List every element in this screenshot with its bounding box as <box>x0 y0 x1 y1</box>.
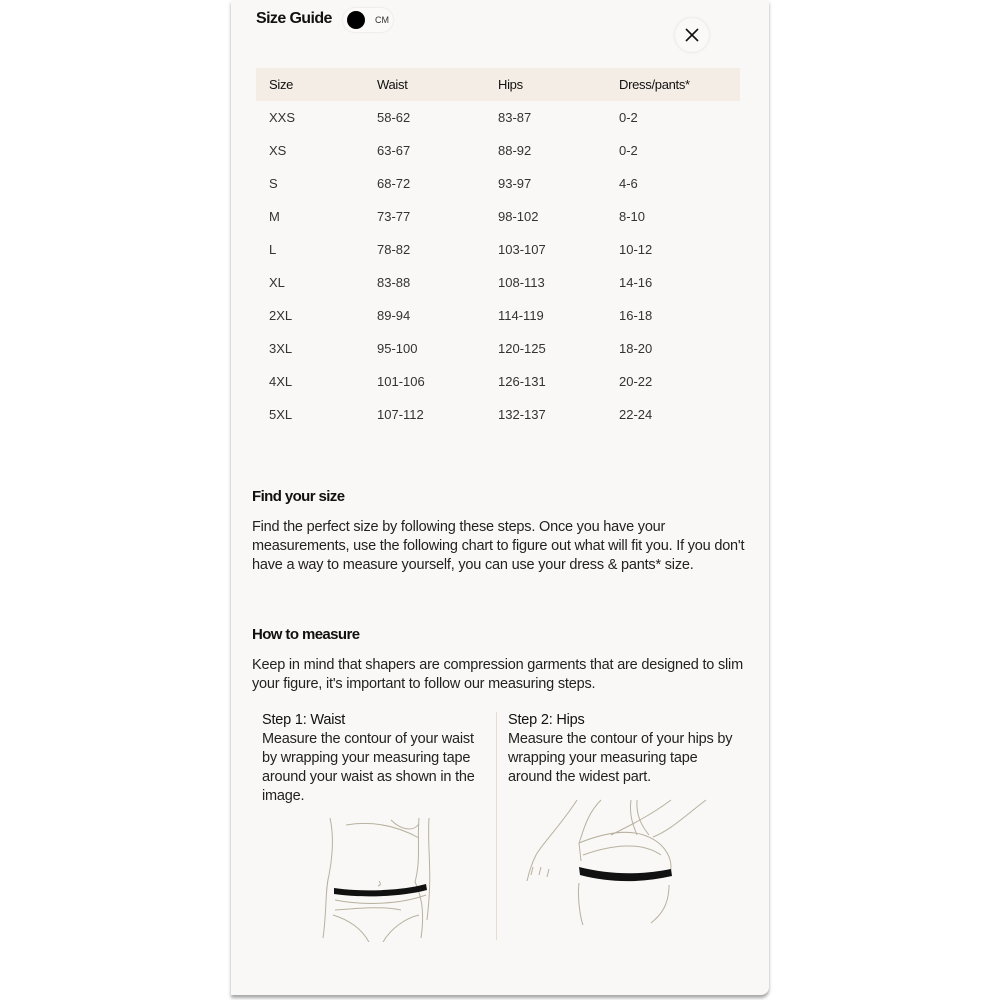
table-row <box>256 134 740 167</box>
toggle-knob[interactable] <box>347 11 365 29</box>
column-header-dress-pants: Dress/pants* <box>619 77 690 92</box>
step-waist-text: Measure the contour of your waist by wrapping your measuring tape around your waist as shown in the image. <box>262 731 475 804</box>
cell-dress-pants: 22-24 <box>619 407 653 422</box>
how-to-measure-text: Keep in mind that shapers are compression garments that are designed to slim your figure, it's important to follow our measuring steps. <box>252 657 743 692</box>
cell-dress-pants: 10-12 <box>619 242 653 257</box>
table-row <box>256 266 740 299</box>
cell-hips: 103-107 <box>498 242 546 257</box>
step-hips-title: Step 2: Hips <box>508 712 585 728</box>
cell-hips: 88-92 <box>498 143 532 158</box>
table-row <box>256 299 740 332</box>
waist-measurement-illustration <box>321 810 441 942</box>
cell-waist: 63-67 <box>377 143 411 158</box>
cell-waist: 95-100 <box>377 341 418 356</box>
cell-size: XS <box>269 143 287 158</box>
step-divider <box>496 712 497 940</box>
column-header-hips: Hips <box>498 77 523 92</box>
cell-dress-pants: 18-20 <box>619 341 653 356</box>
cell-hips: 83-87 <box>498 110 532 125</box>
cell-waist: 73-77 <box>377 209 411 224</box>
page-title: Size Guide <box>256 10 332 27</box>
cell-size: 3XL <box>269 341 293 356</box>
cell-hips: 120-125 <box>498 341 546 356</box>
table-row <box>256 233 740 266</box>
how-to-measure-heading: How to measure <box>252 626 360 643</box>
cell-waist: 101-106 <box>377 374 425 389</box>
unit-toggle[interactable] <box>343 8 393 32</box>
cell-hips: 132-137 <box>498 407 546 422</box>
column-header-size: Size <box>269 77 294 92</box>
cell-waist: 83-88 <box>377 275 411 290</box>
column-header-waist: Waist <box>377 77 408 92</box>
cell-dress-pants: 16-18 <box>619 308 653 323</box>
cell-waist: 58-62 <box>377 110 411 125</box>
table-row <box>256 167 740 200</box>
size-chart-table <box>256 68 740 431</box>
cell-hips: 126-131 <box>498 374 546 389</box>
cell-size: S <box>269 176 278 191</box>
close-icon <box>685 28 699 42</box>
cell-waist: 68-72 <box>377 176 411 191</box>
close-button[interactable] <box>675 18 709 52</box>
cell-size: XXS <box>269 110 296 125</box>
cell-hips: 93-97 <box>498 176 532 191</box>
cell-hips: 98-102 <box>498 209 539 224</box>
step-waist <box>262 711 492 806</box>
cell-size: 4XL <box>269 374 293 389</box>
unit-label: CM <box>375 15 389 25</box>
cell-dress-pants: 0-2 <box>619 143 638 158</box>
find-your-size-heading: Find your size <box>252 488 345 505</box>
table-row <box>256 332 740 365</box>
cell-dress-pants: 0-2 <box>619 110 638 125</box>
cell-size: XL <box>269 275 285 290</box>
cell-dress-pants: 8-10 <box>619 209 646 224</box>
step-waist-title: Step 1: Waist <box>262 712 346 728</box>
cell-waist: 107-112 <box>377 407 424 422</box>
hips-measurement-illustration <box>511 795 731 945</box>
table-row <box>256 398 740 431</box>
table-row <box>256 365 740 398</box>
cell-size: L <box>269 242 277 257</box>
table-header-row <box>256 68 740 101</box>
cell-dress-pants: 20-22 <box>619 374 653 389</box>
cell-dress-pants: 4-6 <box>619 176 638 191</box>
cell-hips: 114-119 <box>498 308 544 323</box>
step-hips <box>508 711 738 787</box>
cell-hips: 108-113 <box>498 275 545 290</box>
cell-waist: 89-94 <box>377 308 411 323</box>
cell-dress-pants: 14-16 <box>619 275 653 290</box>
cell-size: 2XL <box>269 308 293 323</box>
find-your-size-text: Find the perfect size by following these steps. Once you have your measurements, use the following chart to figure out what will fit you. If you don't have a way to measure yourself, you can use your dress & pants* size. <box>252 519 745 573</box>
cell-size: 5XL <box>269 407 293 422</box>
table-row <box>256 200 740 233</box>
cell-waist: 78-82 <box>377 242 411 257</box>
step-hips-text: Measure the contour of your hips by wrapping your measuring tape around the widest part. <box>508 731 733 785</box>
cell-size: M <box>269 209 280 224</box>
table-row <box>256 101 740 134</box>
size-guide-panel <box>231 0 769 995</box>
